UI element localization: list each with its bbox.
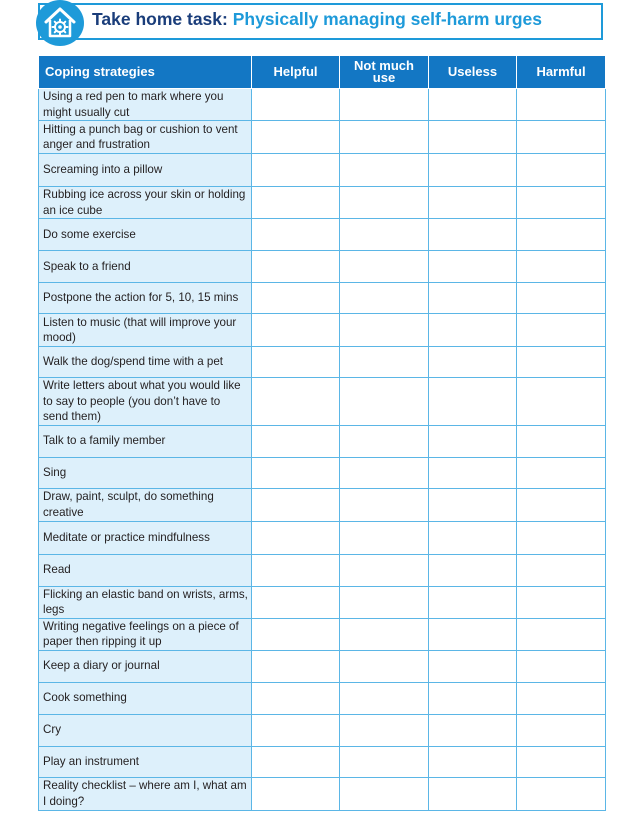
rating-cell-helpful[interactable] — [252, 618, 340, 650]
strategy-label: Meditate or practice mindfulness — [39, 521, 252, 554]
rating-cell-useless[interactable] — [429, 425, 517, 457]
rating-cell-harmful[interactable] — [517, 554, 606, 586]
strategy-label: Write letters about what you would like to say to people (you don’t have to send them) — [39, 378, 252, 426]
rating-cell-not-much-use[interactable] — [340, 347, 429, 378]
rating-cell-not-much-use[interactable] — [340, 378, 429, 426]
column-header-harmful: Harmful — [517, 56, 606, 89]
table-row — [39, 187, 606, 219]
rating-cell-not-much-use[interactable] — [340, 488, 429, 521]
table-row — [39, 378, 606, 426]
rating-cell-not-much-use[interactable] — [340, 251, 429, 283]
table-row — [39, 425, 606, 457]
rating-cell-useless[interactable] — [429, 154, 517, 187]
rating-cell-helpful[interactable] — [252, 650, 340, 682]
strategy-label: Listen to music (that will improve your mood) — [39, 314, 252, 347]
strategy-label: Read — [39, 554, 252, 586]
rating-cell-not-much-use[interactable] — [340, 314, 429, 347]
rating-cell-harmful[interactable] — [517, 521, 606, 554]
rating-cell-not-much-use[interactable] — [340, 283, 429, 314]
rating-cell-useless[interactable] — [429, 488, 517, 521]
table-row — [39, 682, 606, 714]
rating-cell-useless[interactable] — [429, 521, 517, 554]
rating-cell-harmful[interactable] — [517, 682, 606, 714]
table-row — [39, 347, 606, 378]
strategy-label: Hitting a punch bag or cushion to vent anger and frustration — [39, 121, 252, 154]
strategy-label: Sing — [39, 457, 252, 488]
rating-cell-harmful[interactable] — [517, 618, 606, 650]
rating-cell-harmful[interactable] — [517, 283, 606, 314]
rating-cell-useless[interactable] — [429, 618, 517, 650]
rating-cell-harmful[interactable] — [517, 154, 606, 187]
rating-cell-helpful[interactable] — [252, 521, 340, 554]
rating-cell-useless[interactable] — [429, 714, 517, 746]
rating-cell-useless[interactable] — [429, 283, 517, 314]
rating-cell-harmful[interactable] — [517, 89, 606, 121]
rating-cell-not-much-use[interactable] — [340, 586, 429, 618]
rating-cell-helpful[interactable] — [252, 554, 340, 586]
rating-cell-helpful[interactable] — [252, 714, 340, 746]
rating-cell-not-much-use[interactable] — [340, 682, 429, 714]
rating-cell-harmful[interactable] — [517, 714, 606, 746]
rating-cell-harmful[interactable] — [517, 121, 606, 154]
rating-cell-not-much-use[interactable] — [340, 425, 429, 457]
strategy-label: Keep a diary or journal — [39, 650, 252, 682]
rating-cell-helpful[interactable] — [252, 154, 340, 187]
rating-cell-helpful[interactable] — [252, 425, 340, 457]
rating-cell-helpful[interactable] — [252, 457, 340, 488]
table-row — [39, 121, 606, 154]
strategy-label: Cry — [39, 714, 252, 746]
strategy-label: Reality checklist – where am I, what am I doing? — [39, 777, 252, 810]
rating-cell-useless[interactable] — [429, 219, 517, 251]
rating-cell-harmful[interactable] — [517, 251, 606, 283]
rating-cell-not-much-use[interactable] — [340, 554, 429, 586]
table-row — [39, 314, 606, 347]
strategy-label: Play an instrument — [39, 746, 252, 777]
rating-cell-not-much-use[interactable] — [340, 746, 429, 777]
rating-cell-harmful[interactable] — [517, 777, 606, 810]
rating-cell-useless[interactable] — [429, 378, 517, 426]
strategy-label: Postpone the action for 5, 10, 15 mins — [39, 283, 252, 314]
table-header-row — [39, 56, 606, 89]
rating-cell-not-much-use[interactable] — [340, 89, 429, 121]
page-title — [92, 9, 542, 30]
rating-cell-helpful[interactable] — [252, 89, 340, 121]
table-row — [39, 746, 606, 777]
rating-cell-helpful[interactable] — [252, 121, 340, 154]
table-row — [39, 586, 606, 618]
rating-cell-useless[interactable] — [429, 347, 517, 378]
rating-cell-not-much-use[interactable] — [340, 618, 429, 650]
strategy-label: Writing negative feelings on a piece of paper then ripping it up — [39, 618, 252, 650]
rating-cell-useless[interactable] — [429, 121, 517, 154]
table-row — [39, 219, 606, 251]
strategy-label: Speak to a friend — [39, 251, 252, 283]
rating-cell-useless[interactable] — [429, 457, 517, 488]
rating-cell-not-much-use[interactable] — [340, 121, 429, 154]
rating-cell-not-much-use[interactable] — [340, 777, 429, 810]
rating-cell-useless[interactable] — [429, 777, 517, 810]
rating-cell-helpful[interactable] — [252, 347, 340, 378]
rating-cell-useless[interactable] — [429, 650, 517, 682]
table-row — [39, 650, 606, 682]
strategy-label: Rubbing ice across your skin or holding an ice cube — [39, 187, 252, 219]
rating-cell-helpful[interactable] — [252, 283, 340, 314]
rating-cell-not-much-use[interactable] — [340, 219, 429, 251]
rating-cell-harmful[interactable] — [517, 488, 606, 521]
table-row — [39, 154, 606, 187]
title-main: Physically managing self-harm urges — [232, 9, 542, 29]
column-header-not-much-use: Not much use — [340, 56, 429, 89]
rating-cell-helpful[interactable] — [252, 314, 340, 347]
strategy-label: Cook something — [39, 682, 252, 714]
rating-cell-helpful[interactable] — [252, 219, 340, 251]
table-row — [39, 714, 606, 746]
table-row — [39, 777, 606, 810]
rating-cell-harmful[interactable] — [517, 457, 606, 488]
table-row — [39, 283, 606, 314]
strategy-label: Screaming into a pillow — [39, 154, 252, 187]
rating-cell-useless[interactable] — [429, 554, 517, 586]
table-row — [39, 89, 606, 121]
table-row — [39, 554, 606, 586]
column-header-useless: Useless — [429, 56, 517, 89]
table-row — [39, 251, 606, 283]
rating-cell-helpful[interactable] — [252, 378, 340, 426]
rating-cell-not-much-use[interactable] — [340, 154, 429, 187]
rating-cell-not-much-use[interactable] — [340, 457, 429, 488]
coping-strategies-table — [38, 55, 606, 811]
rating-cell-not-much-use[interactable] — [340, 187, 429, 219]
rating-cell-harmful[interactable] — [517, 314, 606, 347]
rating-cell-useless[interactable] — [429, 314, 517, 347]
table-row — [39, 488, 606, 521]
column-header-helpful: Helpful — [252, 56, 340, 89]
rating-cell-harmful[interactable] — [517, 219, 606, 251]
strategy-label: Flicking an elastic band on wrists, arms, legs — [39, 586, 252, 618]
table-row — [39, 457, 606, 488]
rating-cell-not-much-use[interactable] — [340, 521, 429, 554]
rating-cell-useless[interactable] — [429, 251, 517, 283]
rating-cell-not-much-use[interactable] — [340, 650, 429, 682]
table-row — [39, 618, 606, 650]
table-row — [39, 521, 606, 554]
rating-cell-helpful[interactable] — [252, 251, 340, 283]
strategy-label: Talk to a family member — [39, 425, 252, 457]
strategy-label: Draw, paint, sculpt, do something creative — [39, 488, 252, 521]
rating-cell-helpful[interactable] — [252, 488, 340, 521]
strategy-label: Walk the dog/spend time with a pet — [39, 347, 252, 378]
rating-cell-harmful[interactable] — [517, 347, 606, 378]
rating-cell-useless[interactable] — [429, 187, 517, 219]
rating-cell-useless[interactable] — [429, 746, 517, 777]
rating-cell-helpful[interactable] — [252, 746, 340, 777]
rating-cell-harmful[interactable] — [517, 187, 606, 219]
rating-cell-helpful[interactable] — [252, 777, 340, 810]
rating-cell-helpful[interactable] — [252, 187, 340, 219]
rating-cell-helpful[interactable] — [252, 682, 340, 714]
rating-cell-harmful[interactable] — [517, 746, 606, 777]
rating-cell-harmful[interactable] — [517, 378, 606, 426]
rating-cell-useless[interactable] — [429, 89, 517, 121]
rating-cell-harmful[interactable] — [517, 586, 606, 618]
rating-cell-harmful[interactable] — [517, 650, 606, 682]
rating-cell-useless[interactable] — [429, 682, 517, 714]
strategy-label: Do some exercise — [39, 219, 252, 251]
column-header-coping-strategies: Coping strategies — [39, 56, 252, 89]
rating-cell-useless[interactable] — [429, 586, 517, 618]
title-prefix: Take home task: — [92, 9, 233, 29]
rating-cell-not-much-use[interactable] — [340, 714, 429, 746]
strategy-label: Using a red pen to mark where you might usually cut — [39, 89, 252, 121]
house-gear-icon — [36, 0, 84, 46]
rating-cell-harmful[interactable] — [517, 425, 606, 457]
rating-cell-helpful[interactable] — [252, 586, 340, 618]
